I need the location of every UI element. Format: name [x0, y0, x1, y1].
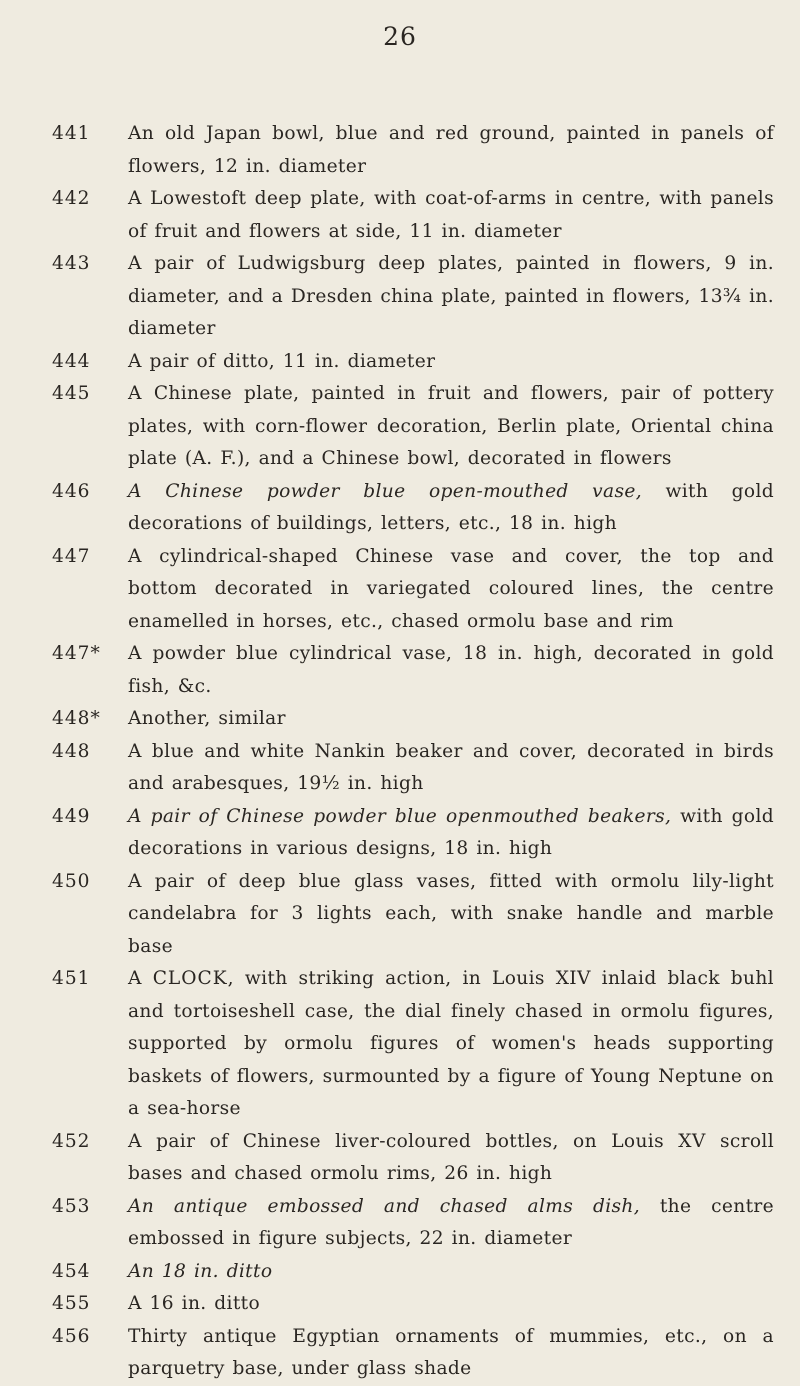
lot-description — [128, 963, 774, 1126]
lot-description-prefix: A — [128, 968, 153, 989]
lot-number: 452 — [52, 1130, 91, 1152]
page-number: 26 — [383, 22, 417, 51]
lot-entry — [52, 1321, 774, 1386]
lot-description-rest: , with striking action, in Louis XIV inlaid black buhl and tortoiseshell case, the dial finely chased in ormolu figures, supported by ormolu figures of women's heads supporting baskets of flowers, surmounted by a figure of Young Neptune on a sea-horse — [128, 968, 774, 1119]
lot-number: 442 — [52, 188, 91, 209]
lot-number: 448 — [52, 740, 91, 762]
lot-description: A pair of deep blue glass vases, fitted with ormolu lily-light candelabra for 3 lights each, with snake handle and marble base — [128, 870, 774, 957]
lot-description — [128, 801, 774, 866]
lot-description-rest: with gold decorations in various designs, 18 in. high — [128, 805, 775, 859]
lot-entry — [52, 963, 774, 1126]
lot-number: 448* — [52, 708, 101, 729]
lot-number: 454 — [52, 1260, 91, 1282]
lot-description: Another, similar — [128, 708, 286, 729]
lot-entry — [52, 346, 774, 379]
lot-description-rest: with gold decorations of buildings, letters, etc., 18 in. high — [128, 480, 774, 534]
lot-number: 453 — [52, 1195, 91, 1217]
lot-description — [128, 476, 774, 541]
lot-description: An 18 in. ditto — [128, 1260, 273, 1282]
lot-entry — [52, 801, 774, 866]
lot-entry — [52, 1191, 774, 1256]
lot-number: 447* — [52, 643, 101, 664]
lot-number: 444 — [52, 350, 91, 372]
lot-entry — [52, 1126, 774, 1191]
lot-number: 450 — [52, 870, 91, 892]
lot-number: 447 — [52, 545, 91, 567]
lot-entry — [52, 703, 774, 736]
lot-description: Thirty antique Egyptian ornaments of mummies, etc., on a parquetry base, under glass shade — [128, 1325, 774, 1379]
lot-entry — [52, 118, 774, 183]
lot-entry — [52, 541, 774, 639]
lot-number: 455 — [52, 1293, 91, 1314]
lot-description: A pair of Ludwigsburg deep plates, painted in flowers, 9 in. diameter, and a Dresden china plate, painted in flowers, 13¾ in. diameter — [128, 253, 774, 339]
lot-description — [128, 1191, 774, 1256]
lot-entry — [52, 378, 774, 476]
lot-entry — [52, 1288, 774, 1321]
lot-description-italic: A pair of Chinese powder blue openmouthed beakers, — [128, 805, 672, 827]
lot-description: A blue and white Nankin beaker and cover, decorated in birds and arabesques, 19½ in. high — [128, 740, 774, 794]
lot-description: A 16 in. ditto — [128, 1293, 261, 1314]
lot-description: An old Japan bowl, blue and red ground, painted in panels of flowers, 12 in. diameter — [128, 123, 774, 177]
lot-description-rest: the centre embossed in figure subjects, 22 in. diameter — [128, 1195, 774, 1249]
lot-number: 451 — [52, 968, 91, 989]
lot-number: 456 — [52, 1325, 91, 1347]
lot-description-small-caps: CLOCK — [152, 968, 228, 989]
lot-description-italic: An antique embossed and chased alms dish, — [128, 1195, 640, 1217]
lot-description: A powder blue cylindrical vase, 18 in. high, decorated in gold fish, &c. — [128, 643, 774, 697]
lot-entry — [52, 248, 774, 346]
lot-number: 445 — [52, 383, 91, 404]
lot-entry — [52, 476, 774, 541]
lot-description-italic: A Chinese powder blue open-mouthed vase, — [128, 480, 642, 502]
lot-description: A Lowestoft deep plate, with coat-of-arms in centre, with panels of fruit and flowers at side, 11 in. diameter — [128, 188, 774, 242]
lot-number: 441 — [52, 123, 91, 144]
lot-entry — [52, 1256, 774, 1289]
lot-description: A cylindrical-shaped Chinese vase and cover, the top and bottom decorated in variegated coloured lines, the centre enamelled in horses, etc., chased ormolu base and rim — [128, 545, 774, 632]
lot-description: A pair of ditto, 11 in. diameter — [128, 350, 436, 372]
lot-number: 443 — [52, 253, 91, 274]
lot-entry — [52, 736, 774, 801]
lot-number: 446 — [52, 480, 91, 502]
lot-description: A pair of Chinese liver-coloured bottles, on Louis XV scroll bases and chased ormolu rims, 26 in. high — [128, 1130, 774, 1184]
lot-entry — [52, 183, 774, 248]
lot-entry — [52, 866, 774, 964]
lot-number: 449 — [52, 805, 91, 827]
lot-description: A Chinese plate, painted in fruit and flowers, pair of pottery plates, with corn-flower decoration, Berlin plate, Oriental china plate (A. F.), and a Chinese bowl, decorated in flowers — [128, 383, 774, 469]
lot-entry — [52, 638, 774, 703]
lot-list — [52, 118, 774, 1386]
